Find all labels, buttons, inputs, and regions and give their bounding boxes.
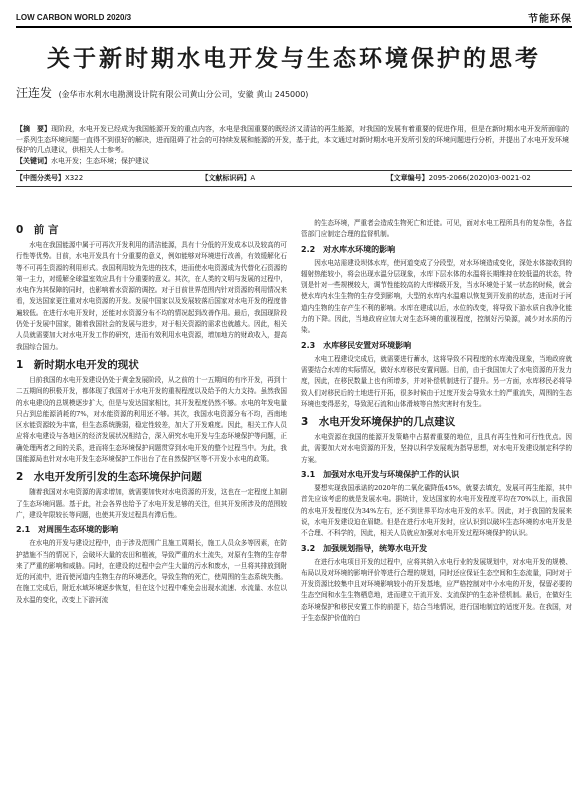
subsection-heading: 2.3 水库移民安置对环境影响	[301, 340, 412, 350]
paragraph: 在水电的开发与建设过程中，由于涉及范围广且施工周期长，施工人员众多等因素，在防护措施不当的情况下，会破坏大量的农田和植被，导致严重的水土流失，对原有生物的生存带来了严重的影响和威胁。同时，在建设的过程中会产生大量的污水和废水，一旦将其排放到附近的河流中，进而使河道内生物生存的环境恶化，导致生物的死亡，使周围的生态系统失衡。在施工完成后，附近水域环境逐步恢复，但在这个过程中难免会出现水流速、水流量、水位以及水温的变化，改变上下游河流	[16, 539, 287, 604]
paragraph: 在进行水电项目开发的过程中，应将其纳入水电行业的发展规划中，对水电开发的规模、布局以及对环境的影响评价等进行合理的规划，同时还应保证生态空间和生态流量，同时对于开发资源比较集中且对环境影响较小的开发基地，应严格控制对中小水电的开发，保留必要的生态空间和水生生物栖息地，进而建立干流开发、支流保护的生态补偿机制。最后，在做好生态环境保护和移民安置工作的前提下，结合当地情况，进行国地制宜的适度开发。在我国，对于生态保护价值的白	[301, 557, 572, 623]
subsection-heading: 3.1 加强对水电开发与环境保护工作的认识	[301, 470, 460, 480]
keywords-label: 【关键词】	[16, 156, 51, 165]
paragraph: 的生态环境，严重者会造成生物死亡和迁徙。可见，面对水电工程所具有的复杂性，各监管部门应制定合理的监督机制。	[301, 219, 572, 239]
subsection-heading: 2.2 对水库水环境的影响	[301, 244, 396, 254]
abstract	[16, 124, 572, 156]
paragraph: 目前我国的水电开发建设仍处于黄金发展阶段，从之前的十一五期间的有序开发，再到十二五期间的积极开发，都体现了我国对于水电开发的重视程度以及给予的大力支持。虽然我国的水电建设的总规模逐步扩大，但是与发达国家相比，其开发程度仍然不够。水电的年发电量只占到总能源消耗的7%，对水能资源的利用还不够。其次，我国水电资源分布不均，西南地区水能资源较为丰富，但生态系统脆弱，稳定性较差，加大了开发难度。因此，相关工作人员应将水电建设与各地区的经济发展状况相结合，深入研究水电开发与生态环境保护等问题，正确处理两者之间的关系，进而将生态环境保护问题贯穿到水电开发的整个过程当中。为此，我国能源局也针对水电开发生态环境保护工作出台了在自然保护区等不开发小水电的政策。	[16, 375, 287, 464]
section-heading: 0 前 言	[16, 224, 59, 236]
section-tag: 节能环保	[528, 13, 572, 25]
paragraph: 水电在我国能源中属于可再次开发利用的清洁能源，具有十分低的开发成本以及较高的可行性等优势。目前，水电开发具有十分重要的意义，例如能够对环境进行改善，有效缓解化石等不可再生资源的利用形式。我国利用较为先进的技术，进而使水电资源成为代替化石资源的第一主力，对缓解全球温室效应具有十分重要的意义。其次，在人类的文明与发展的过程中，水电作为其保障的同时，也影响着水资源的调控。对于目前世界范围内针对资源的利用情况来看，发达国家更注重对水电资源的开发。发展中国家以及发展较落后国家对水电开发的程度普遍较低。在进行水电开发时，还能对水资源分布不均的情况起到改善作用。最后，我国现阶段仍处于发展中国家，随着我国社会的发展与进步，对于相关资源的需求也就越大。因此，相关人员就需要加大对水电开发工作的研究，进而有效利用水电资源，增加地方的财政收入，提高我国综合国力。	[16, 241, 287, 351]
author-name: 汪连发	[16, 86, 53, 100]
abstract-label: 【摘 要】	[16, 125, 51, 133]
body-columns	[16, 218, 572, 790]
subsection-heading: 3.2 加强规划指导，统筹水电开发	[301, 543, 428, 553]
section-heading: 3 水电开发环境保护的几点建议	[301, 416, 456, 429]
right-column	[301, 218, 572, 790]
abstract-block	[16, 124, 572, 187]
author-affiliation: (金华市水利水电勘测设计院有限公司黄山分公司，安徽 黄山 245000)	[58, 90, 309, 99]
paragraph: 水电工程建设完成后，就需要进行蓄水，这将导致不同程度的水库淹没现象，当地政府就需要结合水库的实际情况，做好水库移民安置问题。目前，由于我国加大了水电资源的开发力度，因此，在移民数量上也有所增多，并对补偿机制进行了提升。另一方面，水库移民必将导致人们对移民后的土地进行开拓，很多时候由于过度开发会导致水土的严重流失，周围的生态环境也变得恶劣，导致泥石流和山体滑坡等自然灾害时有发生。	[301, 354, 572, 408]
doc-code: 【文献标识码】A	[201, 174, 256, 182]
journal-name: LOW CARBON WORLD 2020/3	[16, 12, 132, 22]
classification-row	[16, 170, 572, 187]
paragraph: 因水电站需建设坝体水库，使河道变成了分段型，对水环境造成变化，深处水体接收到的辐射热能较小，将会出现水温分层现象，水库下层水体的水温将长期维持在较低温的状态，特别是针对一些规模较大，调节性能较高的大库梯级开发，当水环境处于某一状态的时候，就会使水库内水生生物的生存受到影响，大型的水库内水温难以恢复到开发前的状态，进而对于河道内生物的生存产生不利的影响。水库在建成以后，水位的改变，将导致下游水质自我净化能力的下降。因此，当地政府应加大对生态环境的重视程度，控制好污染源，减少对水质的污染。	[301, 258, 572, 335]
header-rule	[16, 26, 572, 28]
section-heading: 1 新时期水电开发的现状	[16, 358, 139, 371]
abstract-text: 现阶段，水电开发已经成为我国能源开发的重点内容，水电是我国重要的既经济又清洁的再生能源，对我国的发展有着重要的促进作用，但是在新时期水电开发所面临的一系列生态环境问题一直得不到很好的解决，进而阻碍了社会的可持续发展和能源的开发，基于此，本文通过对新时期水电开发所引发的环境问题进行分析，并提出了水电开发环境保护的几点建议，供相关人士参考。	[16, 125, 569, 154]
left-column	[16, 218, 287, 790]
clc-code: 【中图分类号】X322	[16, 174, 84, 182]
article-title: 关于新时期水电开发与生态环境保护的思考	[47, 46, 541, 72]
author-line	[16, 84, 572, 101]
keywords	[16, 156, 572, 167]
article-number: 【文章编号】2095-2066(2020)03-0021-02	[386, 174, 531, 182]
paragraph: 水电资源在我国的能源开发策略中占据着重要的地位，且具有再生性和可行性优点。因此，需要加大对水电资源的开发，坚持以科学发展观为指导思想，对水电开发建设制定科学的方案。	[301, 433, 572, 464]
keywords-text: 水电开发；生态环境；保护建议	[51, 156, 149, 165]
running-header	[16, 10, 572, 24]
paragraph: 要想实现我国承诺的2020年的二氧化碳降低45%，就要去填充，发展可再生能源，其中首先应该考虑的就是发展水电。据统计，发达国家的水电开发程度平均在70%以上，而我国的水电开发程度仅为34%左右，还不到世界平均水电开发的水平。因此，对于我国的发展来说，水电开发建设迫在眉睫。但是在进行水电开发时，应认识到以破坏生态环境的水电开发是不合理、不科学的，因此，相关人员就应加强对水电开发过程环境保护的认识。	[301, 484, 572, 538]
subsection-heading: 2.1 对周围生态环境的影响	[16, 525, 119, 535]
section-heading: 2 水电开发所引发的生态环境保护问题	[16, 471, 202, 484]
paragraph: 随着我国对水电资源的需求增加，就需要加快对水电资源的开发，这也在一定程度上加剧了生态环境问题。基于此，社会各界也给予了水电开发足够的关注，但其开发所涉及的范围较广，建设年限较长等问题，也使其开发过程具有滞后性。	[16, 488, 287, 519]
